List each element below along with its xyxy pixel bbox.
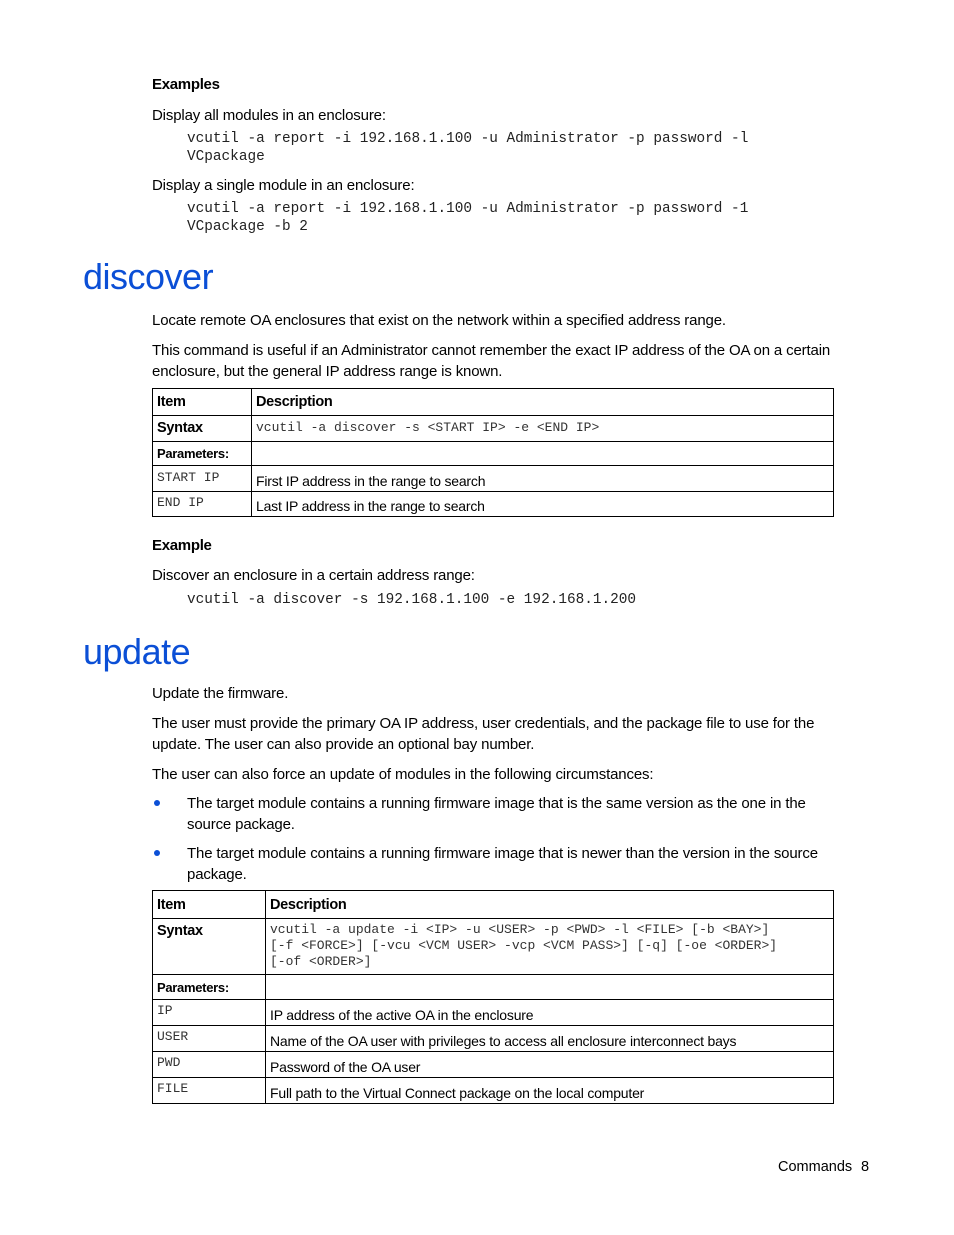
discover-para2-line1: This command is useful if an Administrator cannot remember the exact IP address of the OA on a certain xyxy=(152,342,831,359)
examples-intro-single: Display a single module in an enclosure: xyxy=(152,177,415,194)
update-title: update xyxy=(83,631,191,672)
footer-section-name: Commands xyxy=(778,1159,853,1175)
syntax-line: vcutil -a update -i <IP> -u <USER> -p <PWD> -l <FILE> [-b <BAY>] xyxy=(270,922,770,937)
code-report-single-line1: vcutil -a report -i 192.168.1.100 -u Administrator -p password -1 xyxy=(187,201,749,217)
param-description: Full path to the Virtual Connect package on the local computer xyxy=(266,1078,834,1104)
table-header-item: Item xyxy=(153,389,252,416)
bullet-item-line2: source package. xyxy=(187,816,295,833)
param-item: USER xyxy=(153,1026,266,1052)
update-para2-line1: The user must provide the primary OA IP address, user credentials, and the package file to use for the xyxy=(152,715,815,732)
param-item: END IP xyxy=(153,492,252,517)
discover-para2-line2: enclosure, but the general IP address range is known. xyxy=(152,363,503,380)
param-description: Name of the OA user with privileges to access all enclosure interconnect bays xyxy=(266,1026,834,1052)
update-para1: Update the firmware. xyxy=(152,685,289,702)
syntax-label: Syntax xyxy=(153,416,252,442)
discover-table xyxy=(152,388,834,517)
syntax-label: Syntax xyxy=(153,919,266,975)
syntax-line: [-f <FORCE>] [-vcu <VCM USER> -vcp <VCM PASS>] [-q] [-oe <ORDER>] xyxy=(270,938,778,953)
parameters-empty-cell xyxy=(266,975,834,1000)
examples-heading: Examples xyxy=(152,76,220,93)
code-report-all-line2: VCpackage xyxy=(187,149,265,165)
parameters-empty-cell xyxy=(252,442,834,466)
syntax-value xyxy=(266,919,834,975)
update-para2-line2: update. The user can also provide an optional bay number. xyxy=(152,736,535,753)
examples-intro-all: Display all modules in an enclosure: xyxy=(152,107,386,124)
param-item: IP xyxy=(153,1000,266,1026)
param-description: IP address of the active OA in the enclosure xyxy=(266,1000,834,1026)
parameters-label: Parameters: xyxy=(153,975,266,1000)
table-header-item: Item xyxy=(153,891,266,919)
bullet-item-line2: package. xyxy=(187,866,247,883)
syntax-line: [-of <ORDER>] xyxy=(270,954,372,969)
code-report-all-line1: vcutil -a report -i 192.168.1.100 -u Administrator -p password -l xyxy=(187,131,749,147)
param-item: FILE xyxy=(153,1078,266,1104)
param-item: PWD xyxy=(153,1052,266,1078)
discover-para1: Locate remote OA enclosures that exist on the network within a specified address range. xyxy=(152,312,726,329)
syntax-value: vcutil -a discover -s <START IP> -e <END IP> xyxy=(252,416,834,442)
bullet-item-line1: The target module contains a running firmware image that is the same version as the one in the xyxy=(187,795,806,812)
bullet-dot xyxy=(154,850,160,856)
param-item: START IP xyxy=(153,466,252,492)
table-header-description: Description xyxy=(252,389,834,416)
parameters-label: Parameters: xyxy=(153,442,252,466)
discover-example-heading: Example xyxy=(152,537,212,554)
update-para3: The user can also force an update of modules in the following circumstances: xyxy=(152,766,654,783)
param-description: Password of the OA user xyxy=(266,1052,834,1078)
update-table xyxy=(152,890,834,1104)
bullet-item-line1: The target module contains a running firmware image that is newer than the version in the source xyxy=(187,845,818,862)
discover-example-code: vcutil -a discover -s 192.168.1.100 -e 192.168.1.200 xyxy=(187,592,637,608)
bullet-dot xyxy=(154,800,160,806)
param-description: First IP address in the range to search xyxy=(252,466,834,492)
table-header-description: Description xyxy=(266,891,834,919)
footer-page-number: 8 xyxy=(861,1159,870,1175)
discover-example-intro: Discover an enclosure in a certain address range: xyxy=(152,567,475,584)
param-description: Last IP address in the range to search xyxy=(252,492,834,517)
code-report-single-line2: VCpackage -b 2 xyxy=(187,219,308,235)
discover-title: discover xyxy=(83,256,214,297)
